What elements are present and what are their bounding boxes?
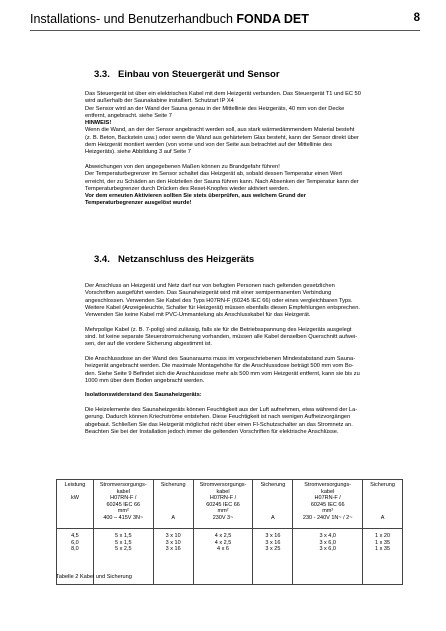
text-line: dem Heizgerät montiert werden (von vorne und von der Seite aus betrachtet auf der Mittellinie des — [85, 142, 332, 149]
text-line: angeschlossen. Verwenden Sie Kabel des Typs H07RN-F (60245 IEC 66) oder eines vergleichbaren Typs. — [85, 297, 353, 304]
text-line: Mehrpolige Kabel (z. B. 7-polig) sind zulässig, falls sie für die Betriebsspannung des Heizgeräts ausgelegt — [85, 326, 352, 333]
text-line: Die Anschlussdose an der Wand des Saunaraums muss im vorgeschriebenen Mindestabstand zum Sauna- — [85, 355, 356, 362]
warning-line: Vor dem erneuten Aktivieren sollten Sie stets überprüfen, aus welchem Grund der — [85, 193, 306, 200]
table-cell: 3 x 10 3 x 10 3 x 16 — [153, 529, 193, 585]
subheading-insulation: Isolationswiderstand des Saunaheizgeräts: — [85, 392, 202, 399]
text-line: Beachten Sie bei der Installation jedoch immer die geltenden Vorschriften für elektrische Anschlüsse. — [85, 428, 339, 435]
text-line: Abweichungen von den angegebenen Maßen können zu Brandgefahr führen! — [85, 163, 280, 170]
text-line: sind. Ist keine separate Steuerstromsicherung vorhanden, müssen alle Kabel denselben Querschnitt aufwei- — [85, 334, 358, 341]
table-cell: 4 x 2,5 4 x 2,5 4 x 6 — [193, 529, 253, 585]
header-cell-cable: Stromversorgungs- kabel H07RN-F / 60245 IEC 66 mm² 230V 3~ — [193, 480, 253, 529]
header-cell-cable: Stromversorgungs- kabel H07RN-F / 60245 IEC 66 mm² 400 – 415V 3N~ — [93, 480, 153, 529]
text-line: entfernt, angebracht. siehe Seite 7 — [85, 112, 172, 119]
text-line: Der Temperaturbegrenzer im Sensor schaltet das Heizgerät ab, sobald dessen Temperatur einen Wert — [85, 171, 343, 178]
warning-line: Temperaturbegrenzer ausgelöst wurde! — [85, 200, 192, 207]
document-title: Installations- und Benutzerhandbuch FONDA DET — [30, 12, 309, 26]
header-cell-fuse: Sicherung A — [253, 480, 293, 529]
text-line: (z. B. Beton, Backstein usw.) oder wenn die Wand aus gehärtetem Glas besteht, kann der Sensor direkt über — [85, 134, 359, 141]
header-divider — [30, 30, 420, 31]
text-line: Die Heizelemente des Saunaheizgeräts können Feuchtigkeit aus der Luft aufnehmen, etwa während der La- — [85, 407, 358, 414]
text-line: 1000 mm über dem Boden angebracht werden. — [85, 377, 205, 384]
text-line: Vorschriften ausgeführt werden. Das Saunaheizgerät wird mit einer semipermanenten Verbindung — [85, 290, 332, 297]
section-body-power — [85, 283, 403, 436]
header-cell-power: Leistung kW — [57, 480, 94, 529]
table-header-row — [57, 480, 403, 529]
text-line: Das Steuergerät ist über ein elektrisches Kabel mit dem Heizgerät verbunden. Das Steuergerät T1 und EC 50 — [85, 91, 361, 97]
table-caption: Tabelle 2 Kabel und Sicherung — [56, 574, 132, 580]
text-line: erreicht, der zu Schäden an den Holzteilen der Sauna führen kann. Nach Absenken der Temperatur kann der — [85, 178, 359, 185]
cable-fuse-table — [56, 479, 403, 585]
table-cell: 1 x 20 1 x 35 1 x 35 — [363, 529, 403, 585]
text-line: heizgerät angebracht werden. Die maximale Montagehöhe für die Anschlussdose beträgt 500 mm vom Bo- — [85, 363, 354, 370]
header-cell-fuse: Sicherung A — [153, 480, 193, 529]
text-line: gerung. Dadurch können Kriechströme entstehen. Diese Feuchtigkeit ist nach wenigen Aufheizvorgängen — [85, 414, 351, 421]
section-heading-sensor: 3.3. Einbau von Steuergerät und Sensor — [94, 69, 280, 80]
text-line: abgebaut. Schließen Sie das Heizgerät möglichst nicht über einen FI-Schutzschalter an das Stromnetz an. — [85, 421, 353, 428]
page-number: 8 — [413, 12, 420, 24]
header-cell-fuse: Sicherung A — [363, 480, 403, 529]
text-line: Der Sensor wird an der Wand der Sauna genau in der Mittellinie des Heizgeräts, 40 mm von der Decke — [85, 105, 345, 112]
table-cell: 3 x 4,0 3 x 6,0 3 x 6,0 — [293, 529, 363, 585]
text-line: Wenn die Wand, an der der Sensor angebracht werden soll, aus stark wärmedämmendem Material besteht — [85, 127, 355, 134]
text-line: sen, der auf die vordere Sicherung abgestimmt ist. — [85, 341, 213, 348]
text-line: Heizgeräts). siehe Abbildung 3 auf Seite 7 — [85, 149, 191, 156]
text-line: Der Anschluss an Heizgerät und Netz darf nur von befugten Personen nach geltenden gesetzlichen — [85, 283, 335, 289]
table-cell: 3 x 16 3 x 16 3 x 25 — [253, 529, 293, 585]
table-cell: 4,5 6,0 8,0 — [57, 529, 94, 585]
page-header — [30, 12, 420, 28]
hint-label: HINWEIS! — [85, 120, 112, 127]
text-line: Temperaturbegrenzer durch Drücken des Reset-Knopfes wieder aktiviert werden. — [85, 185, 290, 192]
section-heading-power: 3.4. Netzanschluss des Heizgeräts — [94, 254, 255, 265]
text-line: wird außerhalb der Saunakabine installiert. Schutzart IP X4 — [85, 98, 234, 105]
text-line: den. Siehe Seite 9 Befindet sich die Anschlussdose mehr als 500 mm vom Heizgerät entfernt, kann sie bis zu — [85, 370, 360, 377]
text-line: Weitere Kabel (Anzeigeleuchte, Schalter für Heizgerät) müssen ebenfalls diesen Empfehlungen entsprechen. — [85, 304, 360, 311]
header-cell-cable: Stromversorgungs- kabel H07RN-F / 60245 IEC 66 mm² 230 - 240V 1N~ / 2~ — [293, 480, 363, 529]
table-cell: 5 x 1,5 5 x 1,5 5 x 2,5 — [93, 529, 153, 585]
section-body-sensor — [85, 91, 403, 208]
text-line: Verwenden Sie keine Kabel mit PVC-Ummantelung als Anschlusskabel für das Heizgerät. — [85, 312, 311, 319]
